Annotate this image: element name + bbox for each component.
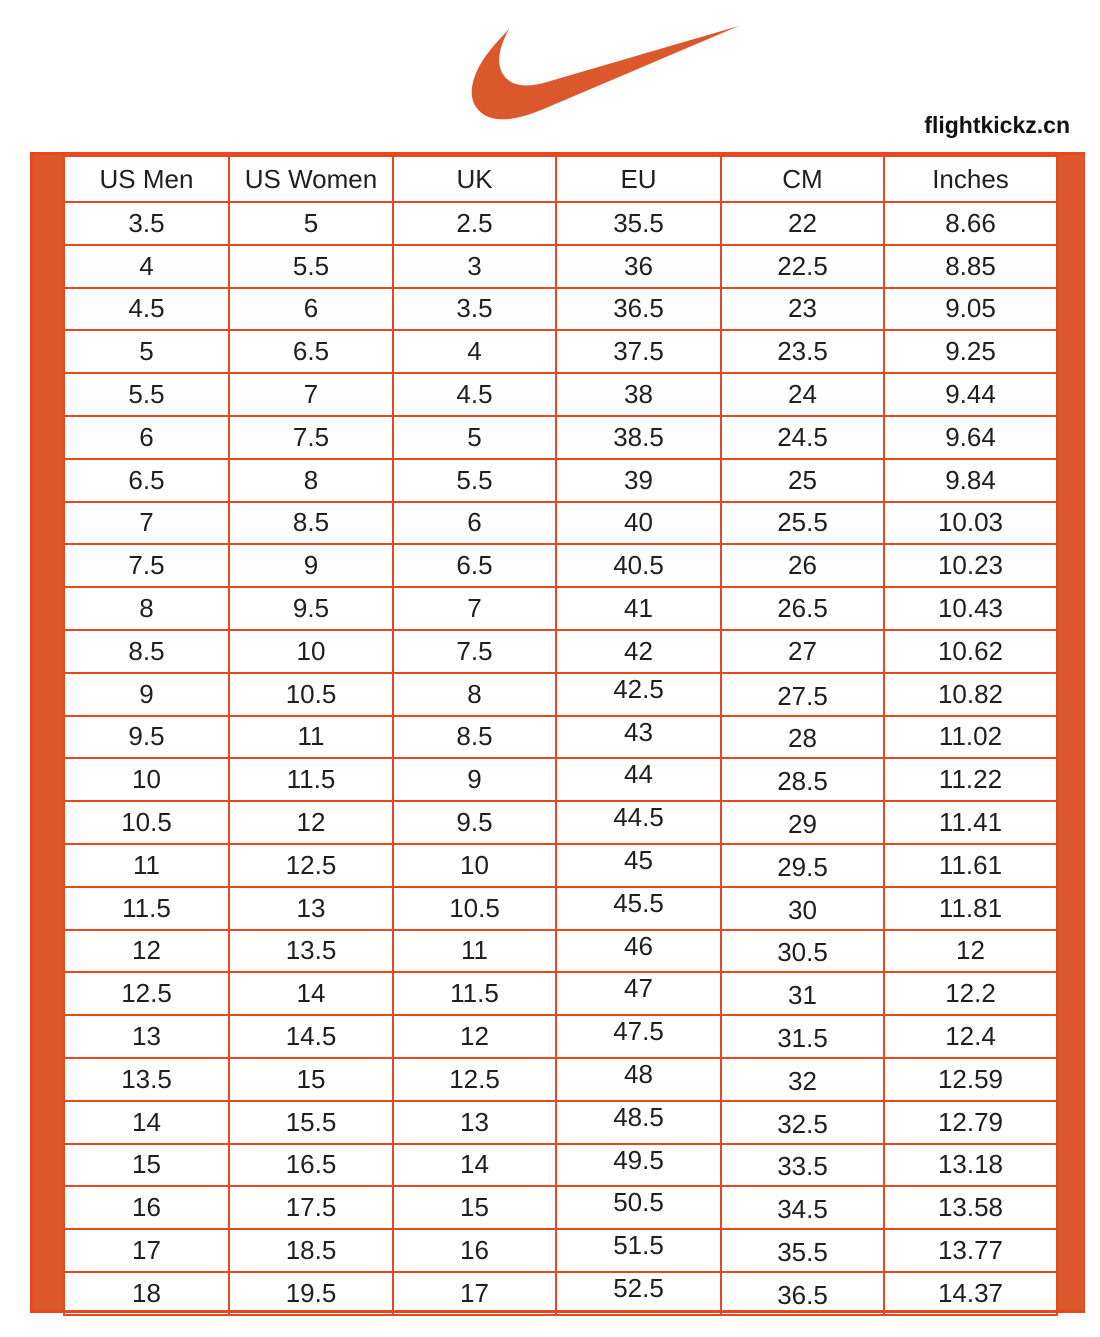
size-cell: 25 — [721, 459, 884, 502]
size-cell: 12 — [884, 930, 1057, 973]
size-cell: 8.5 — [229, 502, 393, 545]
size-cell: 41 — [556, 587, 721, 630]
table-row — [64, 673, 1057, 716]
size-cell: 12.5 — [393, 1058, 556, 1101]
size-cell: 7 — [393, 587, 556, 630]
size-cell: 12.5 — [229, 844, 393, 887]
size-cell: 29 — [721, 801, 884, 844]
size-cell: 6.5 — [229, 330, 393, 373]
size-cell: 14.5 — [229, 1015, 393, 1058]
size-cell: 45 — [556, 844, 721, 887]
table-row — [64, 1015, 1057, 1058]
size-cell: 6 — [393, 502, 556, 545]
size-cell: 11.81 — [884, 887, 1057, 930]
table-row — [64, 202, 1057, 245]
table-row — [64, 1229, 1057, 1272]
size-cell: 27 — [721, 630, 884, 673]
size-cell: 6.5 — [64, 459, 229, 502]
size-cell: 40.5 — [556, 544, 721, 587]
size-cell: 9 — [229, 544, 393, 587]
size-cell: 31.5 — [721, 1015, 884, 1058]
table-row — [64, 1101, 1057, 1144]
size-cell: 10.03 — [884, 502, 1057, 545]
table-row — [64, 587, 1057, 630]
size-cell: 24 — [721, 373, 884, 416]
size-cell: 9.44 — [884, 373, 1057, 416]
size-cell: 25.5 — [721, 502, 884, 545]
size-cell: 31 — [721, 972, 884, 1015]
table-row — [64, 1272, 1057, 1315]
size-cell: 12.2 — [884, 972, 1057, 1015]
size-cell: 11.02 — [884, 716, 1057, 759]
size-cell: 13 — [229, 887, 393, 930]
size-cell: 36.5 — [721, 1272, 884, 1315]
size-cell: 15 — [393, 1186, 556, 1229]
size-cell: 3.5 — [64, 202, 229, 245]
size-cell: 8.5 — [393, 716, 556, 759]
size-cell: 7.5 — [64, 544, 229, 587]
table-row — [64, 330, 1057, 373]
size-cell: 10.62 — [884, 630, 1057, 673]
size-cell: 8 — [229, 459, 393, 502]
size-cell: 5.5 — [393, 459, 556, 502]
size-cell: 12 — [64, 930, 229, 973]
size-cell: 8 — [393, 673, 556, 716]
size-cell: 18 — [64, 1272, 229, 1315]
size-cell: 23.5 — [721, 330, 884, 373]
size-cell: 13.58 — [884, 1186, 1057, 1229]
size-cell: 5 — [229, 202, 393, 245]
size-cell: 42.5 — [556, 673, 721, 716]
table-row — [64, 245, 1057, 288]
size-cell: 17.5 — [229, 1186, 393, 1229]
size-cell: 4 — [393, 330, 556, 373]
size-cell: 30.5 — [721, 930, 884, 973]
size-cell: 15 — [229, 1058, 393, 1101]
size-cell: 10.5 — [64, 801, 229, 844]
size-cell: 28 — [721, 716, 884, 759]
size-cell: 10 — [393, 844, 556, 887]
size-cell: 47 — [556, 972, 721, 1015]
size-cell: 10 — [64, 758, 229, 801]
size-cell: 10.43 — [884, 587, 1057, 630]
size-cell: 16 — [64, 1186, 229, 1229]
column-header: US Men — [64, 156, 229, 202]
size-cell: 16 — [393, 1229, 556, 1272]
size-cell: 29.5 — [721, 844, 884, 887]
table-row — [64, 930, 1057, 973]
size-cell: 9.25 — [884, 330, 1057, 373]
size-cell: 30 — [721, 887, 884, 930]
size-cell: 11.5 — [64, 887, 229, 930]
table-row — [64, 1144, 1057, 1187]
size-cell: 37.5 — [556, 330, 721, 373]
size-cell: 36.5 — [556, 288, 721, 331]
table-row — [64, 887, 1057, 930]
table-row — [64, 630, 1057, 673]
size-cell: 46 — [556, 930, 721, 973]
size-cell: 22.5 — [721, 245, 884, 288]
column-header: Inches — [884, 156, 1057, 202]
size-cell: 14 — [229, 972, 393, 1015]
size-cell: 19.5 — [229, 1272, 393, 1315]
size-cell: 6 — [64, 416, 229, 459]
size-cell: 12.79 — [884, 1101, 1057, 1144]
size-cell: 9.05 — [884, 288, 1057, 331]
size-cell: 9 — [64, 673, 229, 716]
nike-swoosh-icon — [452, 26, 747, 124]
column-header: UK — [393, 156, 556, 202]
size-cell: 8.85 — [884, 245, 1057, 288]
table-row — [64, 373, 1057, 416]
size-cell: 22 — [721, 202, 884, 245]
size-cell: 9.64 — [884, 416, 1057, 459]
table-row — [64, 1186, 1057, 1229]
table-row — [64, 716, 1057, 759]
header-row — [64, 156, 1057, 202]
size-cell: 9.5 — [393, 801, 556, 844]
size-cell: 7 — [229, 373, 393, 416]
size-cell: 5.5 — [64, 373, 229, 416]
size-cell: 13 — [64, 1015, 229, 1058]
size-cell: 10 — [229, 630, 393, 673]
size-cell: 35.5 — [721, 1229, 884, 1272]
size-cell: 11 — [393, 930, 556, 973]
column-header: CM — [721, 156, 884, 202]
size-cell: 5 — [64, 330, 229, 373]
size-chart-frame — [30, 152, 1085, 1313]
size-cell: 8 — [64, 587, 229, 630]
size-cell: 11.22 — [884, 758, 1057, 801]
table-row — [64, 459, 1057, 502]
size-cell: 10.5 — [393, 887, 556, 930]
size-cell: 11 — [64, 844, 229, 887]
size-cell: 10.5 — [229, 673, 393, 716]
size-cell: 43 — [556, 716, 721, 759]
size-cell: 18.5 — [229, 1229, 393, 1272]
size-cell: 7.5 — [393, 630, 556, 673]
size-cell: 49.5 — [556, 1144, 721, 1187]
size-cell: 9.5 — [64, 716, 229, 759]
size-cell: 35.5 — [556, 202, 721, 245]
size-cell: 10.82 — [884, 673, 1057, 716]
size-cell: 7 — [64, 502, 229, 545]
size-cell: 26.5 — [721, 587, 884, 630]
size-cell: 5 — [393, 416, 556, 459]
size-cell: 44 — [556, 758, 721, 801]
size-cell: 9.5 — [229, 587, 393, 630]
size-cell: 17 — [393, 1272, 556, 1315]
size-cell: 38 — [556, 373, 721, 416]
column-header: US Women — [229, 156, 393, 202]
size-cell: 14.37 — [884, 1272, 1057, 1315]
size-cell: 11.5 — [393, 972, 556, 1015]
size-cell: 9 — [393, 758, 556, 801]
watermark-text: flightkickz.cn — [924, 112, 1070, 138]
size-cell: 28.5 — [721, 758, 884, 801]
size-cell: 16.5 — [229, 1144, 393, 1187]
size-cell: 3.5 — [393, 288, 556, 331]
column-header: EU — [556, 156, 721, 202]
size-cell: 13.77 — [884, 1229, 1057, 1272]
size-cell: 12.59 — [884, 1058, 1057, 1101]
size-cell: 5.5 — [229, 245, 393, 288]
size-cell: 10.23 — [884, 544, 1057, 587]
size-cell: 48.5 — [556, 1101, 721, 1144]
size-cell: 4.5 — [393, 373, 556, 416]
table-row — [64, 844, 1057, 887]
size-cell: 13 — [393, 1101, 556, 1144]
size-conversion-table — [63, 155, 1058, 1316]
size-cell: 7.5 — [229, 416, 393, 459]
size-cell: 38.5 — [556, 416, 721, 459]
size-cell: 11.61 — [884, 844, 1057, 887]
size-cell: 11 — [229, 716, 393, 759]
size-cell: 6.5 — [393, 544, 556, 587]
size-cell: 33.5 — [721, 1144, 884, 1187]
size-cell: 15 — [64, 1144, 229, 1187]
size-cell: 14 — [64, 1101, 229, 1144]
table-row — [64, 972, 1057, 1015]
size-cell: 4.5 — [64, 288, 229, 331]
size-cell: 13.5 — [229, 930, 393, 973]
left-accent-bar — [33, 155, 63, 1310]
size-cell: 23 — [721, 288, 884, 331]
size-cell: 6 — [229, 288, 393, 331]
table-row — [64, 416, 1057, 459]
size-cell: 17 — [64, 1229, 229, 1272]
size-cell: 9.84 — [884, 459, 1057, 502]
table-row — [64, 758, 1057, 801]
size-cell: 32.5 — [721, 1101, 884, 1144]
size-cell: 12 — [393, 1015, 556, 1058]
size-cell: 15.5 — [229, 1101, 393, 1144]
size-cell: 4 — [64, 245, 229, 288]
size-cell: 47.5 — [556, 1015, 721, 1058]
size-cell: 51.5 — [556, 1229, 721, 1272]
table-row — [64, 502, 1057, 545]
size-cell: 40 — [556, 502, 721, 545]
size-cell: 34.5 — [721, 1186, 884, 1229]
size-cell: 12 — [229, 801, 393, 844]
size-cell: 3 — [393, 245, 556, 288]
size-cell: 8.5 — [64, 630, 229, 673]
size-cell: 44.5 — [556, 801, 721, 844]
table-row — [64, 801, 1057, 844]
size-cell: 42 — [556, 630, 721, 673]
size-cell: 50.5 — [556, 1186, 721, 1229]
size-cell: 27.5 — [721, 673, 884, 716]
size-cell: 45.5 — [556, 887, 721, 930]
size-cell: 14 — [393, 1144, 556, 1187]
size-cell: 11.41 — [884, 801, 1057, 844]
size-cell: 12.4 — [884, 1015, 1057, 1058]
table-row — [64, 288, 1057, 331]
size-cell: 24.5 — [721, 416, 884, 459]
size-cell: 12.5 — [64, 972, 229, 1015]
size-cell: 36 — [556, 245, 721, 288]
table-row — [64, 1058, 1057, 1101]
size-cell: 52.5 — [556, 1272, 721, 1315]
table-row — [64, 544, 1057, 587]
size-cell: 32 — [721, 1058, 884, 1101]
right-accent-bar — [1058, 155, 1084, 1310]
size-cell: 26 — [721, 544, 884, 587]
size-cell: 2.5 — [393, 202, 556, 245]
size-cell: 11.5 — [229, 758, 393, 801]
size-cell: 13.5 — [64, 1058, 229, 1101]
size-cell: 39 — [556, 459, 721, 502]
size-cell: 48 — [556, 1058, 721, 1101]
size-cell: 8.66 — [884, 202, 1057, 245]
size-cell: 13.18 — [884, 1144, 1057, 1187]
